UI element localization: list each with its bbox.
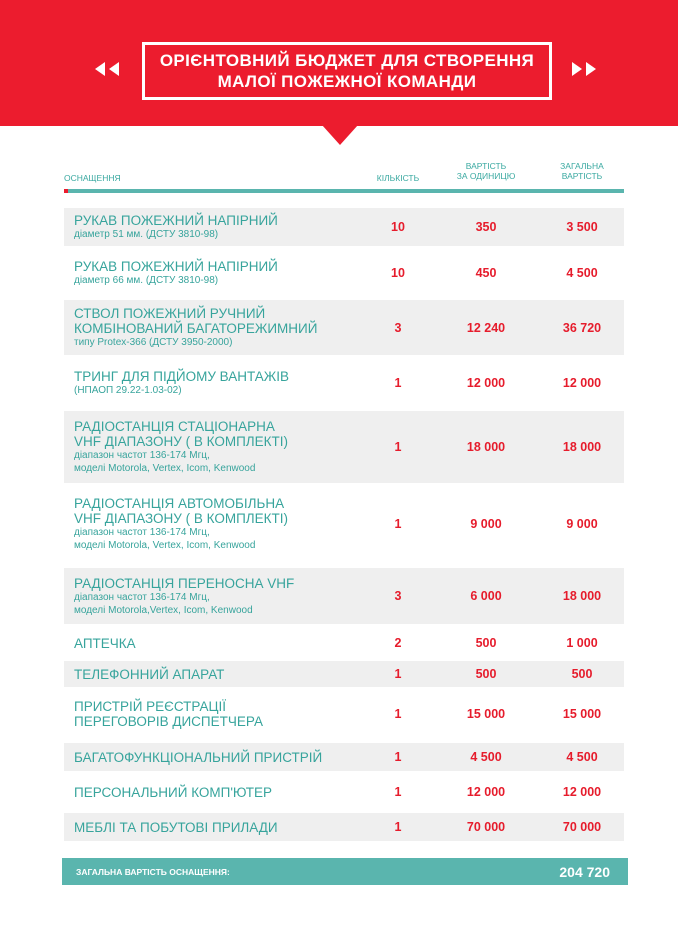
table-row: [64, 743, 624, 771]
item-quantity: 2: [394, 636, 402, 650]
item-name: ПРИСТРІЙ РЕЄСТРАЦІЇ ПЕРЕГОВОРІВ ДИСПЕТЧЕРА: [74, 699, 263, 729]
item-unit-price: 12 240: [466, 320, 506, 335]
item-unit-price: 9 000: [470, 517, 502, 531]
total-summary-label: ЗАГАЛЬНА ВАРТІСТЬ ОСНАЩЕННЯ:: [76, 866, 230, 877]
page-title: [142, 42, 552, 100]
item-unit-price: 12 000: [466, 376, 506, 390]
item-name: СТВОЛ ПОЖЕЖНИЙ РУЧНИЙ КОМБІНОВАНИЙ БАГАТОРЕЖИМНИЙ: [74, 306, 318, 336]
item-name: ПЕРСОНАЛЬНИЙ КОМП'ЮТЕР: [74, 784, 273, 800]
table-row: [64, 813, 624, 841]
item-total-price: 12 000: [562, 376, 602, 390]
title-line-1: ОРІЄНТОВНИЙ БЮДЖЕТ ДЛЯ СТВОРЕННЯ: [159, 51, 535, 70]
table-row: [64, 411, 624, 483]
item-unit-price: 18 000: [466, 440, 506, 454]
banner-pointer: [322, 125, 358, 145]
table-row: [64, 778, 624, 806]
item-details: діапазон частот 136-174 Мгц, моделі Motorola, Vertex, Icom, Kenwood: [74, 527, 256, 551]
total-summary-bar: [62, 858, 628, 885]
item-total-price: 1 000: [566, 636, 598, 650]
item-name: РАДІОСТАНЦІЯ СТАЦІОНАРНА VHF ДІАПАЗОНУ ( В КОМПЛЕКТІ): [74, 419, 289, 449]
column-header-total-price: ЗАГАЛЬНА ВАРТІСТЬ: [560, 161, 604, 181]
item-quantity: 3: [394, 320, 402, 335]
item-unit-price: 500: [475, 636, 497, 650]
item-name: ТРИНГ ДЛЯ ПІДЙОМУ ВАНТАЖІВ: [74, 369, 289, 384]
table-row: [64, 254, 624, 292]
item-unit-price: 12 000: [466, 785, 506, 799]
item-total-price: 3 500: [566, 220, 598, 234]
item-details: типу Protex-366 (ДСТУ 3950-2000): [74, 337, 233, 348]
table-row: [64, 300, 624, 355]
item-unit-price: 500: [475, 667, 497, 681]
item-quantity: 3: [394, 589, 402, 603]
item-total-price: 36 720: [562, 320, 602, 335]
table-row: [64, 363, 624, 403]
item-details: (НПАОП 29.22-1.03-02): [74, 385, 182, 396]
item-total-price: 4 500: [566, 750, 598, 764]
item-total-price: 9 000: [566, 517, 598, 531]
total-summary-value: 204 720: [559, 863, 610, 880]
next-arrows-icon: [572, 62, 596, 76]
table-row: [64, 208, 624, 246]
item-total-price: 15 000: [562, 707, 602, 721]
column-header-unit-price: ВАРТІСТЬ ЗА ОДИНИЦЮ: [456, 161, 516, 181]
item-name: ТЕЛЕФОННИЙ АПАРАТ: [74, 666, 225, 682]
table-row: [64, 661, 624, 687]
item-unit-price: 450: [475, 266, 497, 280]
item-quantity: 1: [394, 376, 402, 390]
item-quantity: 10: [391, 220, 405, 234]
item-name: РАДІОСТАНЦІЯ ПЕРЕНОСНА VHF: [74, 575, 295, 591]
table-row: [64, 488, 624, 560]
item-total-price: 18 000: [562, 589, 602, 603]
item-total-price: 18 000: [562, 440, 602, 454]
prev-arrows-icon: [95, 62, 119, 76]
item-quantity: 1: [394, 820, 402, 834]
item-unit-price: 6 000: [470, 589, 502, 603]
item-quantity: 10: [391, 266, 405, 280]
item-name: БАГАТОФУНКЦІОНАЛЬНИЙ ПРИСТРІЙ: [74, 749, 323, 765]
item-details: діапазон частот 136-174 Мгц, моделі Motorola,Vertex, Icom, Kenwood: [74, 591, 253, 616]
item-total-price: 4 500: [566, 266, 598, 280]
item-details: діаметр 66 мм. (ДСТУ 3810-98): [74, 275, 219, 286]
item-quantity: 1: [394, 785, 402, 799]
item-name: РАДІОСТАНЦІЯ АВТОМОБІЛЬНА VHF ДІАПАЗОНУ ( В КОМПЛЕКТІ): [74, 496, 289, 526]
item-quantity: 1: [394, 750, 402, 764]
item-quantity: 1: [394, 517, 402, 531]
item-quantity: 1: [394, 440, 402, 454]
item-name: АПТЕЧКА: [74, 635, 136, 651]
table-row: [64, 630, 624, 656]
item-details: діаметр 51 мм. (ДСТУ 3810-98): [74, 229, 219, 240]
item-total-price: 12 000: [562, 785, 602, 799]
table-row: [64, 692, 624, 736]
column-header-equipment: ОСНАЩЕННЯ: [64, 173, 121, 183]
item-quantity: 1: [394, 667, 402, 681]
item-quantity: 1: [394, 707, 402, 721]
item-name: РУКАВ ПОЖЕЖНИЙ НАПІРНИЙ: [74, 213, 278, 228]
table-row: [64, 568, 624, 624]
item-unit-price: 350: [475, 220, 497, 234]
header-divider-accent: [64, 189, 68, 193]
item-unit-price: 4 500: [470, 750, 502, 764]
item-name: МЕБЛІ ТА ПОБУТОВІ ПРИЛАДИ: [74, 819, 278, 835]
item-unit-price: 15 000: [466, 707, 506, 721]
title-line-2: МАЛОЇ ПОЖЕЖНОЇ КОМАНДИ: [217, 72, 477, 91]
column-header-quantity: КІЛЬКІСТЬ: [376, 173, 420, 183]
item-unit-price: 70 000: [466, 820, 506, 834]
header-divider: [64, 189, 624, 193]
item-total-price: 70 000: [562, 820, 602, 834]
item-total-price: 500: [571, 667, 593, 681]
item-name: РУКАВ ПОЖЕЖНИЙ НАПІРНИЙ: [74, 259, 278, 274]
item-details: діапазон частот 136-174 Мгц, моделі Motorola, Vertex, Icom, Kenwood: [74, 450, 256, 474]
